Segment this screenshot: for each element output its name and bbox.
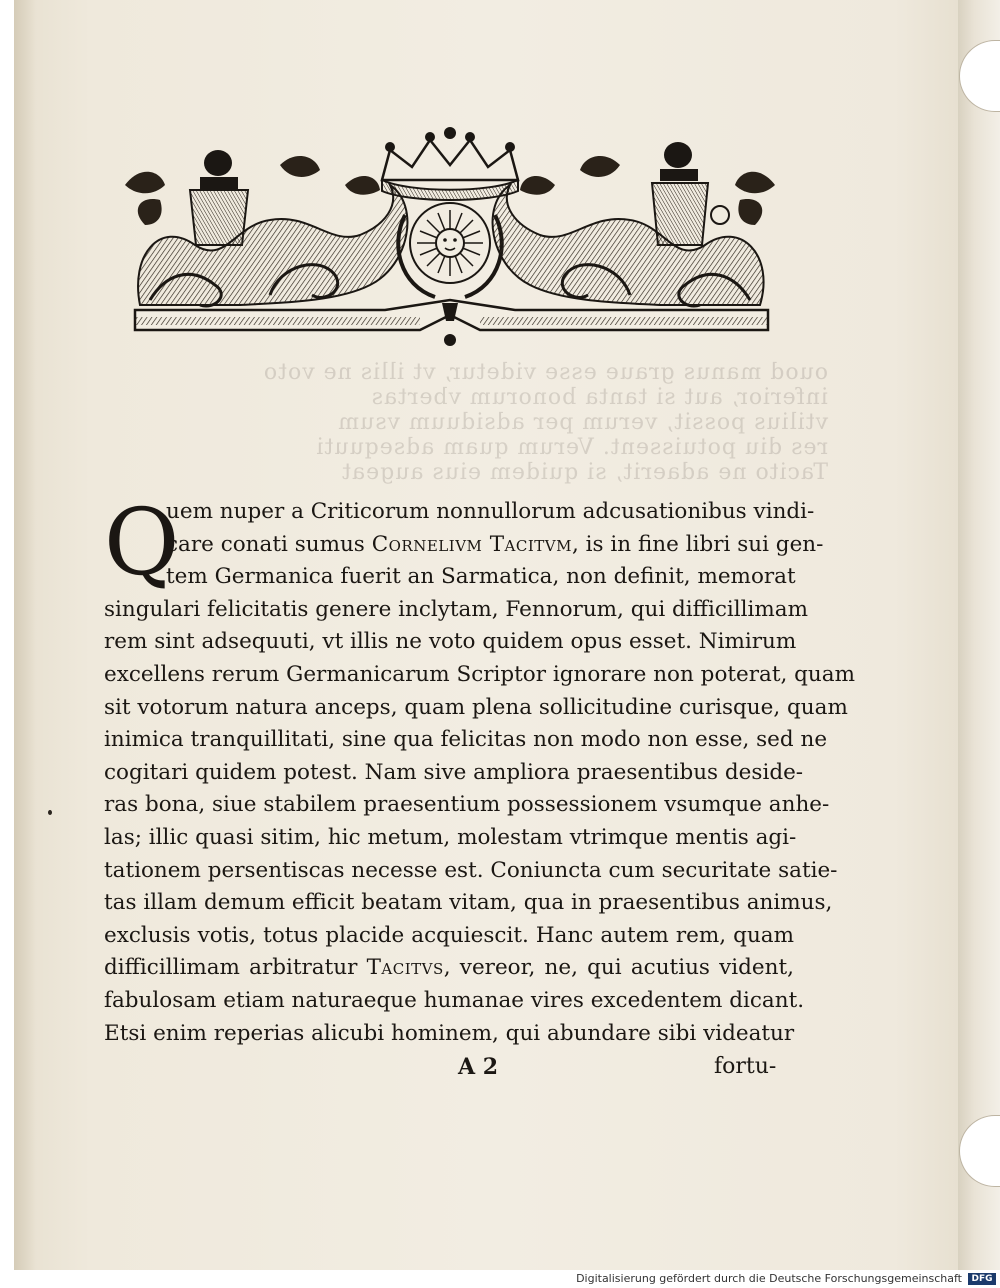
page-edge <box>958 0 1000 1270</box>
gutter-shadow <box>14 0 36 1270</box>
text-line: excellens rerum Germanicarum Scriptor ignorare non poterat, quam <box>104 661 855 687</box>
text-line: inimica tranquillitati, sine qua felicitas non modo non esse, sed ne <box>104 727 828 753</box>
margin-mark <box>48 810 52 815</box>
text-line: fabulosam etiam naturaeque humanae vires excedentem dicant. <box>104 987 805 1013</box>
page-edge-notch <box>959 1115 1000 1187</box>
body-text <box>104 489 855 1050</box>
bleed-through: ouod manus graue esse videtur, vt illis ne voto inferior, aut si tanta bonorum vbertas vtilius possit, verum per adsiduum vsum res diu potuissent. Verum quam adsequuti Tacito ne adaerit, si quidem eius augeat <box>262 360 828 485</box>
drop-cap: Q <box>104 489 180 596</box>
text-line: ras bona, siue stabilem praesentium possessionem vsumque anhe- <box>104 792 830 818</box>
catchword: fortu- <box>714 1054 777 1079</box>
text-line: singulari felicitatis genere inclytam, Fennorum, qui difficillimam <box>104 596 808 622</box>
text-line: tem Germanica fuerit an Sarmatica, non definit, memorat <box>166 564 796 590</box>
text-line: sit votorum natura anceps, quam plena sollicitudine curisque, quam <box>104 694 848 720</box>
text-line: Etsi enim reperias alicubi hominem, qui abundare sibi videatur <box>104 1020 795 1046</box>
text-line: care conati sumus Cornelivm Tacitvm, is in fine libri sui gen- <box>166 531 824 557</box>
text-line: las; illic quasi sitim, hic metum, molestam vtrimque mentis agi- <box>104 824 797 850</box>
text-line: uem nuper a Criticorum nonnullorum adcusationibus vindi- <box>166 499 815 524</box>
dfg-logo-icon: DFG <box>968 1273 996 1285</box>
page-edge-notch <box>959 40 1000 112</box>
footer-credit: Digitalisierung gefördert durch die Deutsche Forschungsgemeinschaft <box>576 1272 962 1285</box>
text-line: difficillimam arbitratur Tacitvs, vereor, ne, qui acutius vident, <box>104 955 794 981</box>
text-line: tas illam demum efficit beatam vitam, qua in praesentibus animus, <box>104 890 833 916</box>
text-line: cogitari quidem potest. Nam sive ampliora praesentibus deside- <box>104 759 804 785</box>
headpiece-ornament <box>120 125 780 350</box>
text-line: exclusis votis, totus placide acquiescit. Hanc autem rem, quam <box>104 922 794 948</box>
signature-mark: A 2 <box>458 1054 499 1080</box>
text-line: tationem persentiscas necesse est. Coniuncta cum securitate satie- <box>104 857 838 883</box>
text-line: rem sint adsequuti, vt illis ne voto quidem opus esset. Nimirum <box>104 629 797 655</box>
